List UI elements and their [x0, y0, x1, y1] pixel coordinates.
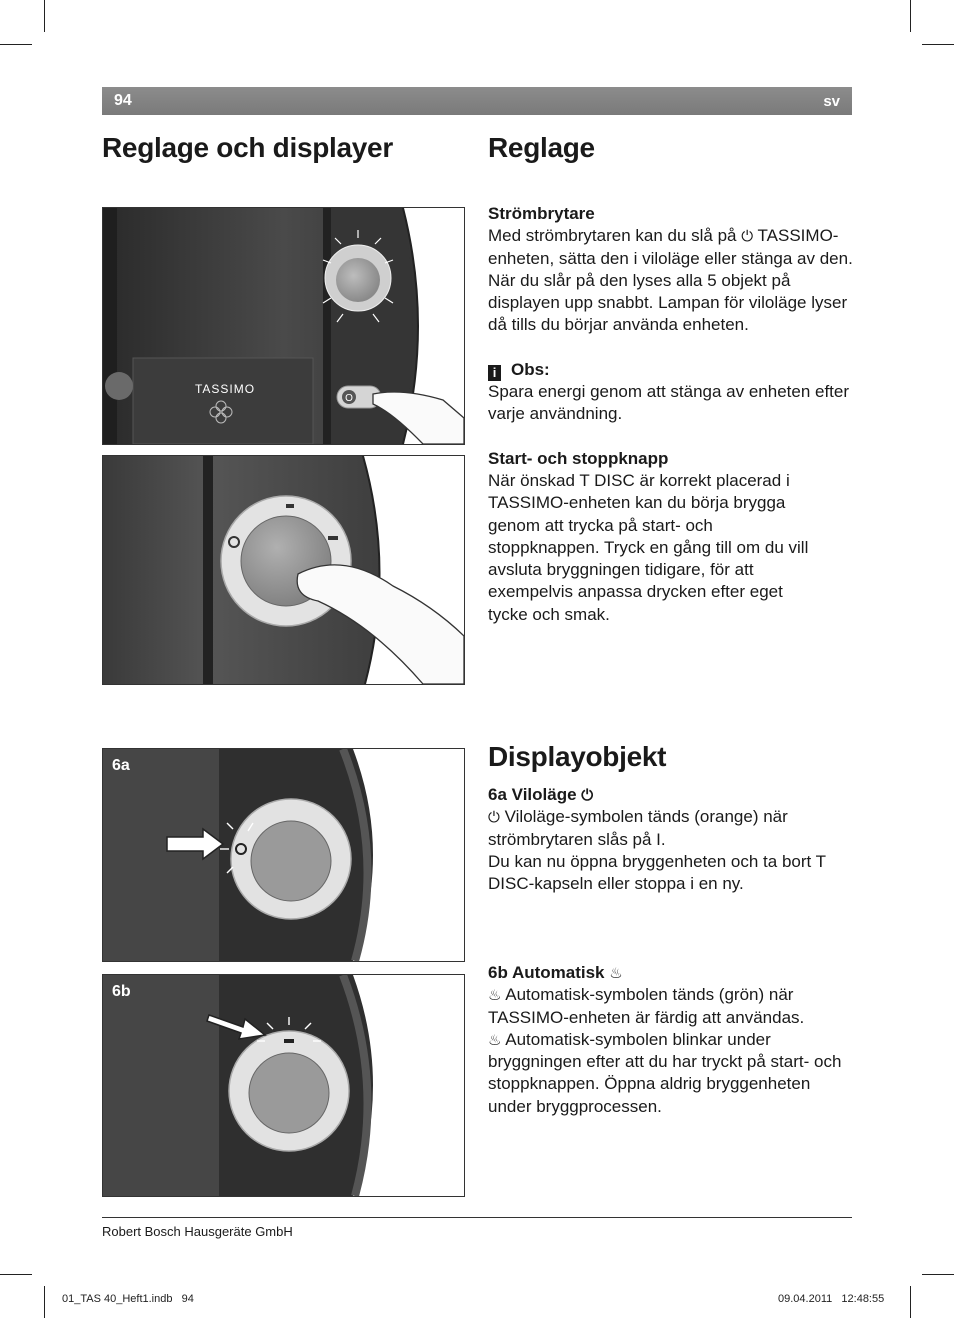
power-switch-rest: TASSIMO-enheten, sätta den i viloläge eller stänga av den. När du slår på den lyses alla 5 objekt på displayen upp snabbt. Lampan för viloläge lyser då tills du börjar använda enheten.: [488, 226, 853, 335]
display-item-6b: [488, 962, 854, 1118]
figure-label-6a: 6a: [112, 757, 130, 774]
start-stop-text: När önskad T DISC är korrekt placerad i TASSIMO-enheten kan du börja brygga genom att trycka på start- och stoppknappen. Tryck en gång till om du vill avsluta bryggningen tidigare, för att exempelvis anpassa drycken efter eget tycke och smak.: [488, 470, 809, 624]
crop-mark: [44, 1286, 45, 1318]
crop-mark: [910, 0, 911, 32]
crop-mark: [910, 1286, 911, 1318]
item-6b-text2-row: [488, 1029, 854, 1118]
item-6b-text1-row: [488, 984, 854, 1029]
slug-file: 01_TAS 40_Heft1.indb 94: [62, 1293, 194, 1305]
footer-company: Robert Bosch Hausgeräte GmbH: [102, 1224, 293, 1239]
display-item-6a: [488, 784, 854, 895]
item-6b-title: Automatisk: [511, 963, 605, 982]
switch-label: O: [345, 393, 353, 404]
info-icon: i: [488, 365, 501, 381]
footer-rule: [102, 1217, 852, 1218]
crop-mark: [44, 0, 45, 32]
crop-mark: [922, 1274, 954, 1275]
power-switch-heading: Strömbrytare: [488, 204, 595, 223]
figure-6a: [102, 748, 465, 962]
figure-power-switch: [102, 207, 465, 445]
reglage-text: [488, 203, 854, 626]
item-6b-number: 6b: [488, 963, 508, 982]
item-6a-number: 6a: [488, 785, 507, 804]
item-6b-heading: [488, 962, 854, 984]
page-number: 94: [114, 92, 132, 109]
crop-mark: [0, 1274, 32, 1275]
power-switch-line1: Med strömbrytaren kan du slå på: [488, 226, 737, 246]
figure-label-6b: 6b: [112, 983, 131, 1000]
steaming-cup-icon: ♨: [609, 964, 623, 982]
item-6b-text1: Automatisk-symbolen tänds (grön) när TASSIMO-enheten är färdig att användas.: [488, 985, 805, 1027]
figure-start-stop-knob: [102, 455, 465, 685]
power-icon: ⏻: [488, 808, 500, 827]
item-6b-text2: Automatisk-symbolen blinkar under bryggningen efter att du har tryckt på start- och stoppknappen. Öppna aldrig bryggenheten under bryggprocessen.: [488, 1029, 842, 1116]
slug-date: 09.04.2011 12:48:55: [778, 1293, 885, 1305]
item-6a-heading: [488, 784, 854, 806]
note-heading: Obs:: [511, 359, 550, 379]
power-icon: ⏻: [741, 227, 754, 246]
crop-mark: [0, 44, 32, 45]
device-brand-label: TASSIMO: [194, 382, 256, 396]
section-title-displayobjekt: Displayobjekt: [488, 741, 667, 772]
power-icon: ⏻: [581, 786, 594, 804]
page-header-bar: [102, 87, 852, 115]
item-6a-title: Viloläge: [511, 785, 577, 804]
note-heading-row: [488, 359, 854, 381]
note-text: Spara energi genom att stänga av enheten efter varje användning.: [488, 382, 850, 424]
crop-mark: [922, 44, 954, 45]
figure-6b: [102, 974, 465, 1197]
item-6a-text2: Du kan nu öppna bryggenheten och ta bort T DISC-kapseln eller stoppa i en ny.: [488, 851, 826, 894]
steaming-cup-icon: ♨: [488, 1030, 502, 1049]
item-6a-text1-row: [488, 806, 854, 851]
section-title-reglage: Reglage: [488, 132, 595, 163]
steaming-cup-icon: ♨: [488, 986, 502, 1005]
language-code: sv: [823, 93, 840, 110]
power-switch-text: [488, 225, 854, 336]
section-title-left: Reglage och displayer: [102, 132, 393, 163]
item-6a-text1: Viloläge-symbolen tänds (orange) när strömbrytaren slås på I.: [488, 807, 788, 849]
start-stop-heading: Start- och stoppknapp: [488, 448, 669, 468]
